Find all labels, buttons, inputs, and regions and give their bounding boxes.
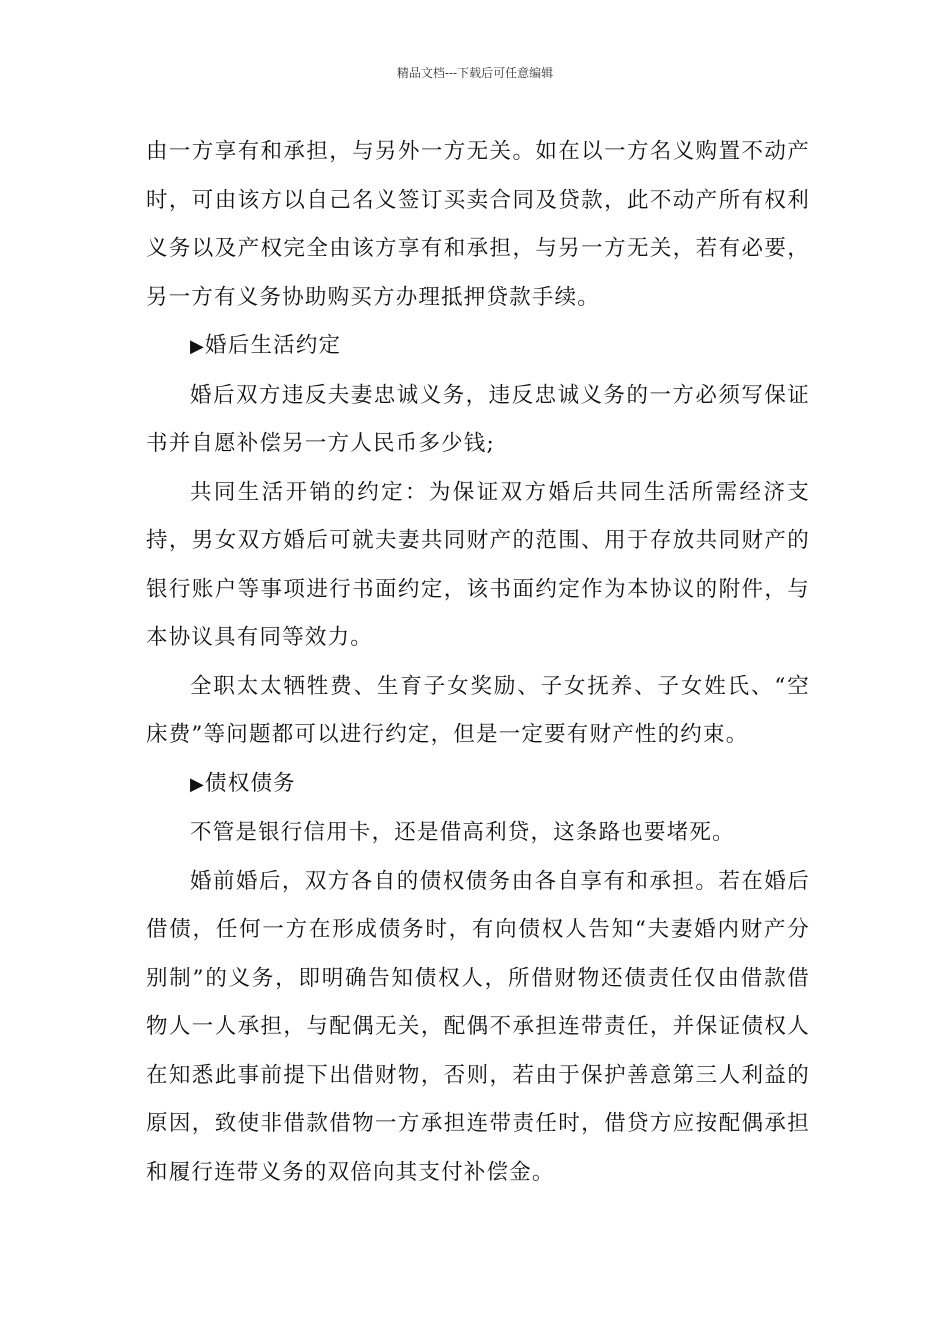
paragraph-credit-warning: 不管是银行信用卡，还是借高利贷，这条路也要堵死。 <box>190 820 735 845</box>
triangle-bullet-icon: ▶ <box>190 336 206 357</box>
section-heading-text: 债权债务 <box>205 770 296 796</box>
document-body <box>146 128 810 1197</box>
page-header: 精品文档---下载后可任意编辑 <box>396 66 554 80</box>
paragraph-debt-responsibility: 婚前婚后，双方各自的债权债务由各自享有和承担。若在婚后借债，任何一方在形成债务时，有向债权人告知“夫妻婚内财产分别制”的义务，即明确告知债权人，所借财物还债责任仅由借款借物人一人承担，与配偶无关，配偶不承担连带责任，并保证债权人在知悉此事前提下出借财物，否则，若由于保护善意第三人利益的原因，致使非借款借物一方承担连带责任时，借贷方应按配偶承担和履行连带义务的双倍向其支付补偿金。 <box>146 868 810 1185</box>
paragraph-loyalty: 婚后双方违反夫妻忠诚义务，违反忠诚义务的一方必须写保证书并自愿补偿另一方人民币多少钱; <box>146 382 810 456</box>
paragraph-continued: 由一方享有和承担，与另外一方无关。如在以一方名义购置不动产时，可由该方以自己名义签订买卖合同及贷款，此不动产所有权利义务以及产权完全由该方享有和承担，与另一方无关，若有必要，另一方有义务协助购买方办理抵押贷款手续。 <box>146 139 810 310</box>
paragraph-other-agreements: 全职太太牺牲费、生育子女奖励、子女抚养、子女姓氏、“空床费”等问题都可以进行约定，但是一定要有财产性的约束。 <box>146 673 810 747</box>
section-heading-text: 婚后生活约定 <box>205 333 342 358</box>
section-heading-debts <box>146 760 810 810</box>
section-heading-marriage-life <box>146 322 810 372</box>
triangle-bullet-icon: ▶ <box>190 773 206 795</box>
paragraph-living-expenses: 共同生活开销的约定：为保证双方婚后共同生活所需经济支持，男女双方婚后可就夫妻共同财产的范围、用于存放共同财产的银行账户等事项进行书面约定，该书面约定作为本协议的附件，与本协议具有同等效力。 <box>146 479 810 650</box>
